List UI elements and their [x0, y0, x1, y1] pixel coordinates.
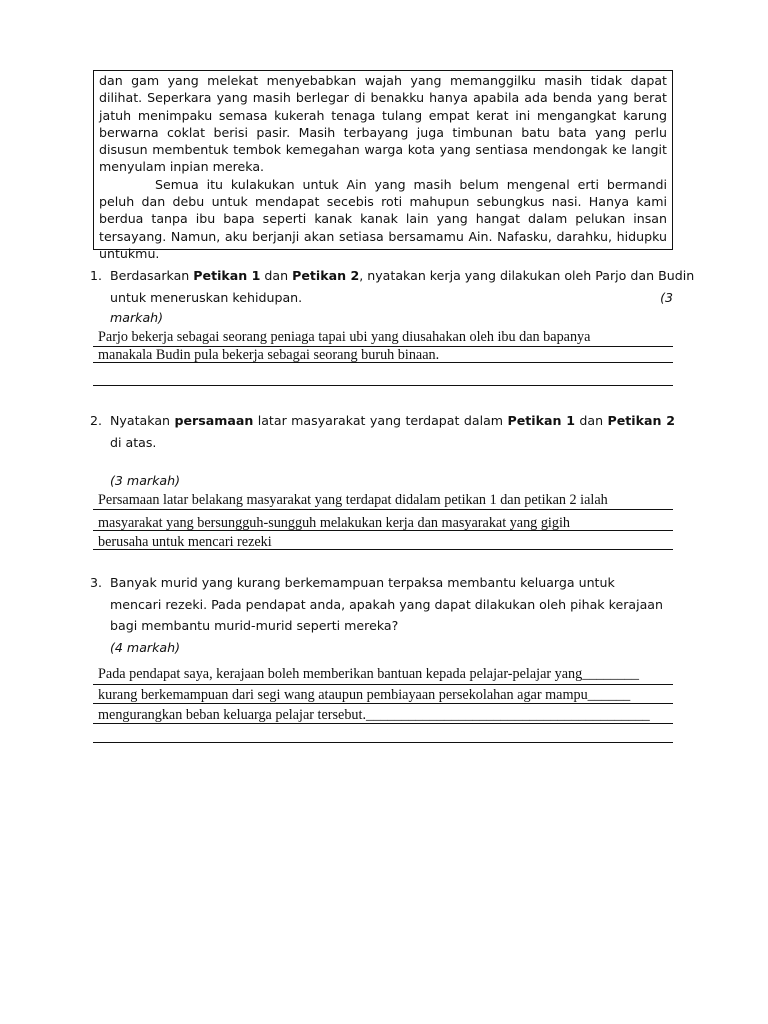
answer-line[interactable]: Pada pendapat saya, kerajaan boleh memberikan bantuan kepada pelajar-pelajar yang________	[93, 664, 673, 685]
answer-line[interactable]: masyarakat yang bersungguh-sungguh melakukan kerja dan masyarakat yang gigih	[93, 510, 673, 531]
question-1-answer	[93, 328, 673, 386]
question-2-marks: (3 markah)	[110, 473, 180, 488]
question-3	[90, 572, 675, 658]
q1-text-part: , nyatakan kerja yang dilakukan oleh Parjo dan Budin	[359, 268, 695, 283]
question-3-marks: (4 markah)	[110, 639, 180, 655]
answer-line[interactable]	[93, 363, 673, 386]
q2-text-part: Nyatakan	[110, 413, 175, 428]
answer-line[interactable]: Parjo bekerja sebagai seorang peniaga tapai ubi yang diusahakan oleh ibu dan bapanya	[93, 328, 673, 347]
q2-text-part: latar masyarakat yang terdapat dalam	[253, 413, 508, 428]
question-3-answer	[93, 664, 673, 743]
question-1-marks-a: (3	[660, 289, 673, 305]
answer-line[interactable]: kurang berkemampuan dari segi wang ataupun pembiayaan persekolahan agar mampu______	[93, 685, 673, 704]
q2-text-part: di atas.	[110, 434, 157, 450]
q1-text-part: dan	[260, 268, 293, 283]
question-2-answer	[93, 491, 673, 550]
question-3-text	[90, 572, 675, 637]
question-2	[90, 410, 675, 453]
question-1-text	[90, 265, 695, 327]
q2-bold-part: Petikan 1	[507, 413, 575, 428]
passage-paragraph-2: Semua itu kulakukan untuk Ain yang masih belum mengenal erti bermandi peluh dan debu untuk mendapat secebis roti mahupun sebungkus nasi. Hanya kami berdua tanpa ibu bapa seperti kanak kanak lain yang hangat dalam pelukan insan tersayang. Namun, aku berjanji akan setiasa bersamamu Ain. Nafasku, darahku, hidupku untukmu.	[99, 176, 667, 261]
q1-text-part: Berdasarkan	[110, 268, 194, 283]
answer-line[interactable]: berusaha untuk mencari rezeki	[93, 531, 673, 550]
question-2-text	[90, 410, 675, 453]
q3-text-part: Banyak murid yang kurang berkemampuan terpaksa membantu keluarga untuk mencari rezeki. Pada pendapat anda, apakah yang dapat dilakukan oleh pihak kerajaan bagi membantu murid-murid seperti mereka?	[110, 575, 664, 633]
question-1-line-1	[110, 265, 695, 287]
passage-box	[93, 70, 673, 261]
answer-line[interactable]: manakala Budin pula bekerja sebagai seorang buruh binaan.	[93, 347, 673, 363]
answer-line[interactable]	[93, 724, 673, 743]
q1-bold-part: Petikan 1	[193, 268, 261, 283]
question-1-number: 1.	[90, 268, 103, 283]
passage-paragraph-1: dan gam yang melekat menyebabkan wajah yang memanggilku masih tidak dapat dilihat. Seperkara yang masih berlegar di benakku hanya apabila ada benda yang berat jatuh menimpaku semasa kukerah tenaga tulang empat kerat ini mengangkat karung berwarna coklat berisi pasir. Masih terbayang juga timbunan batu bata yang perlu disusun membentuk tembok kemegahan warga kota yang sentiasa mendongak ke langit menyulam inpian mereka.	[99, 73, 667, 175]
q1-bold-part: Petikan 2	[292, 268, 360, 283]
question-3-number: 3.	[90, 575, 103, 590]
question-2-marks-row	[90, 470, 675, 492]
question-1-line-2	[110, 287, 675, 309]
answer-line[interactable]: Persamaan latar belakang masyarakat yang terdapat didalam petikan 1 dan petikan 2 ialah	[93, 491, 673, 510]
question-1	[90, 265, 695, 327]
q2-bold-part: Petikan 2	[607, 413, 675, 428]
answer-line[interactable]: mengurangkan beban keluarga pelajar tersebut.________________________________________	[93, 704, 673, 724]
question-1-marks-b: markah)	[110, 310, 164, 325]
q2-bold-part: persamaan	[174, 413, 254, 428]
q1-text-part: untuk meneruskan kehidupan.	[110, 289, 303, 305]
question-2-number: 2.	[90, 413, 103, 428]
q2-text-part: dan	[574, 413, 608, 428]
